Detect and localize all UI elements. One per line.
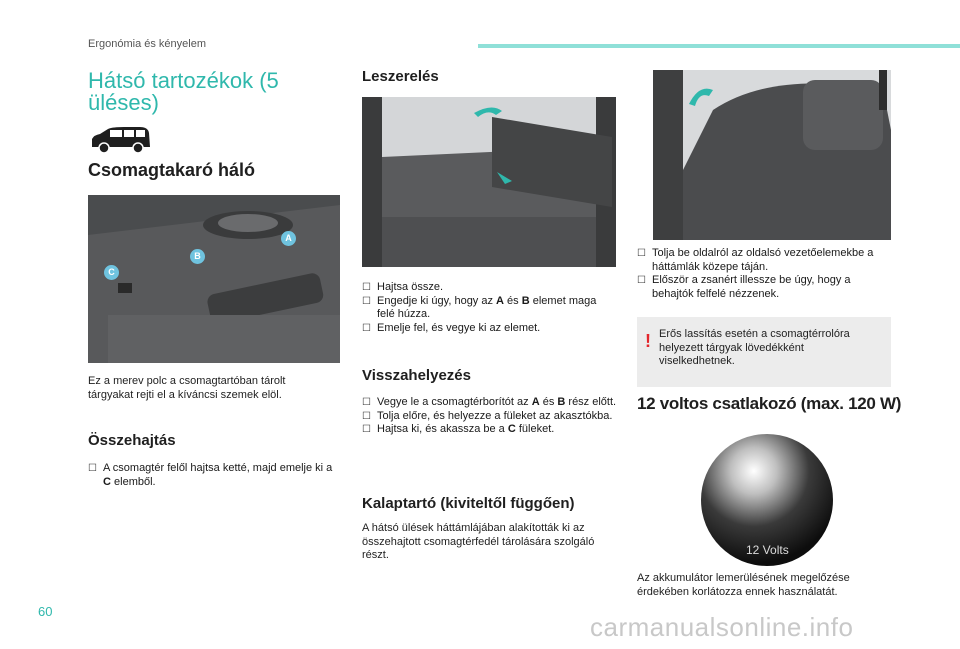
fitting-list bbox=[637, 247, 892, 301]
removal-item: ☐ Emelje fel, és vegye ki az elemet. bbox=[362, 321, 541, 334]
watermark: carmanualsonline.info bbox=[590, 612, 854, 642]
holder-title: Kalaptartó (kiviteltől függően) bbox=[362, 495, 575, 512]
socket-text: Az akkumulátor lemerülésének megelőzése érdekében korlátozza ennek használatát. bbox=[637, 572, 850, 598]
folding-title: Összehajtás bbox=[88, 432, 176, 449]
socket-image bbox=[700, 433, 834, 567]
net-intro: Ez a merev polc a csomagtartóban tárolt tárgyakat rejti el a kíváncsi szemek elöl. bbox=[88, 375, 286, 401]
fitting-item: ☐ Tolja be oldalról az oldalsó vezetőelemekbe a háttámlák közepe táján. bbox=[637, 247, 874, 273]
holder-text: A hátsó ülések háttámlájában alakították ki az összehajtott csomagtérfedél tárolására szolgáló részt. bbox=[362, 522, 595, 561]
folding-list bbox=[88, 462, 338, 489]
socket-label: 12 Volts bbox=[746, 543, 789, 557]
removal-list bbox=[362, 281, 614, 335]
removal-title: Leszerelés bbox=[362, 68, 439, 85]
warning-text: Erős lassítás esetén a csomagtérrolóra helyezett tárgyak lövedékként viselkedhetnek. bbox=[659, 328, 850, 367]
refit-item: ☐ Vegye le a csomagtérborítót az A és B rész előtt. bbox=[362, 396, 617, 408]
removal-item: ☐ Hajtsa össze. bbox=[362, 281, 444, 293]
section-title: Ergonómia és kényelem bbox=[88, 38, 207, 50]
net-title: Csomagtakaró háló bbox=[88, 160, 256, 180]
callout-b: B bbox=[190, 249, 205, 264]
callout-a: A bbox=[281, 231, 296, 246]
header-rule bbox=[478, 44, 960, 48]
folding-item: ☐ A csomagtér felől hajtsa ketté, majd emelje ki a C elemből. bbox=[88, 462, 333, 488]
refit-item: ☐ Tolja előre, és helyezze a füleket az akasztókba. bbox=[362, 409, 613, 422]
warning-icon: ! bbox=[645, 331, 651, 351]
removal-photo bbox=[362, 97, 616, 267]
fitting-item: ☐ Először a zsanért illessze be úgy, hogy a behajtók felfelé nézzenek. bbox=[637, 274, 851, 300]
removal-item: ☐ Engedje ki úgy, hogy az A és B elemet maga felé húzza. bbox=[362, 294, 597, 320]
callout-c: C bbox=[104, 265, 119, 280]
page-heading: Hátsó tartozékok (5 üléses) bbox=[88, 68, 279, 115]
warning-box bbox=[637, 317, 891, 387]
parcel-shelf-photo bbox=[88, 195, 340, 363]
refit-title: Visszahelyezés bbox=[362, 367, 471, 384]
car-icon bbox=[88, 125, 152, 160]
refit-list bbox=[362, 396, 617, 437]
refit-item: ☐ Hajtsa ki, és akassza be a C füleket. bbox=[362, 423, 555, 435]
socket-title: 12 voltos csatlakozó (max. 120 W) bbox=[637, 394, 902, 413]
page-number: 60 bbox=[38, 604, 53, 619]
fitting-photo bbox=[653, 70, 891, 240]
